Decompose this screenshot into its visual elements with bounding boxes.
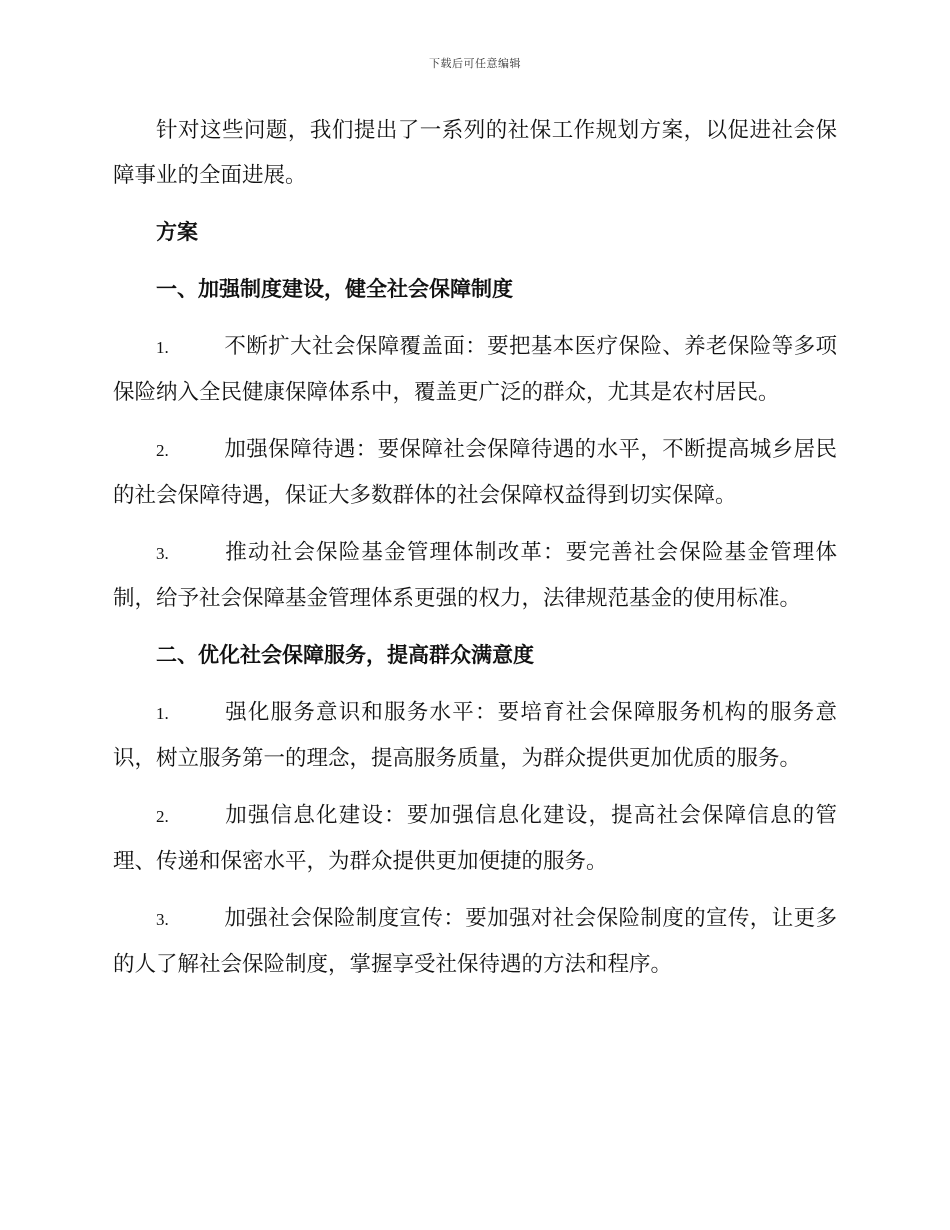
item-number: 3. [156, 544, 169, 563]
list-item [113, 530, 837, 621]
plan-heading: 方案 [156, 220, 198, 244]
item-number: 2. [156, 441, 169, 460]
document-body [113, 108, 837, 999]
item-text: 加强社会保险制度宣传：要加强对社会保险制度的宣传，让更多的人了解社会保险制度，掌握享受社保待遇的方法和程序。 [113, 906, 837, 977]
page-header: 下载后可任意编辑 [429, 57, 521, 70]
item-text: 加强信息化建设：要加强信息化建设，提高社会保障信息的管理、传递和保密水平，为群众提供更加便捷的服务。 [113, 803, 837, 874]
list-item [113, 896, 837, 987]
item-text: 不断扩大社会保障覆盖面：要把基本医疗保险、养老保险等多项保险纳入全民健康保障体系中，覆盖更广泛的群众，尤其是农村居民。 [113, 334, 837, 405]
list-item [113, 690, 837, 781]
item-number: 1. [156, 338, 169, 357]
item-number: 3. [156, 910, 169, 929]
section2-heading: 二、优化社会保障服务，提高群众满意度 [156, 643, 534, 667]
intro-paragraph: 针对这些问题，我们提出了一系列的社保工作规划方案，以促进社会保障事业的全面进展。 [113, 118, 837, 188]
item-text: 推动社会保险基金管理体制改革：要完善社会保险基金管理体制，给予社会保障基金管理体系更强的权力，法律规范基金的使用标准。 [113, 540, 837, 611]
item-number: 2. [156, 807, 169, 826]
section1-heading: 一、加强制度建设，健全社会保障制度 [156, 277, 513, 301]
item-text: 加强保障待遇：要保障社会保障待遇的水平，不断提高城乡居民的社会保障待遇，保证大多数群体的社会保障权益得到切实保障。 [113, 437, 837, 508]
item-number: 1. [156, 704, 169, 723]
list-item [113, 427, 837, 518]
list-item [113, 793, 837, 884]
item-text: 强化服务意识和服务水平：要培育社会保障服务机构的服务意识，树立服务第一的理念，提高服务质量，为群众提供更加优质的服务。 [113, 700, 837, 771]
list-item [113, 324, 837, 415]
